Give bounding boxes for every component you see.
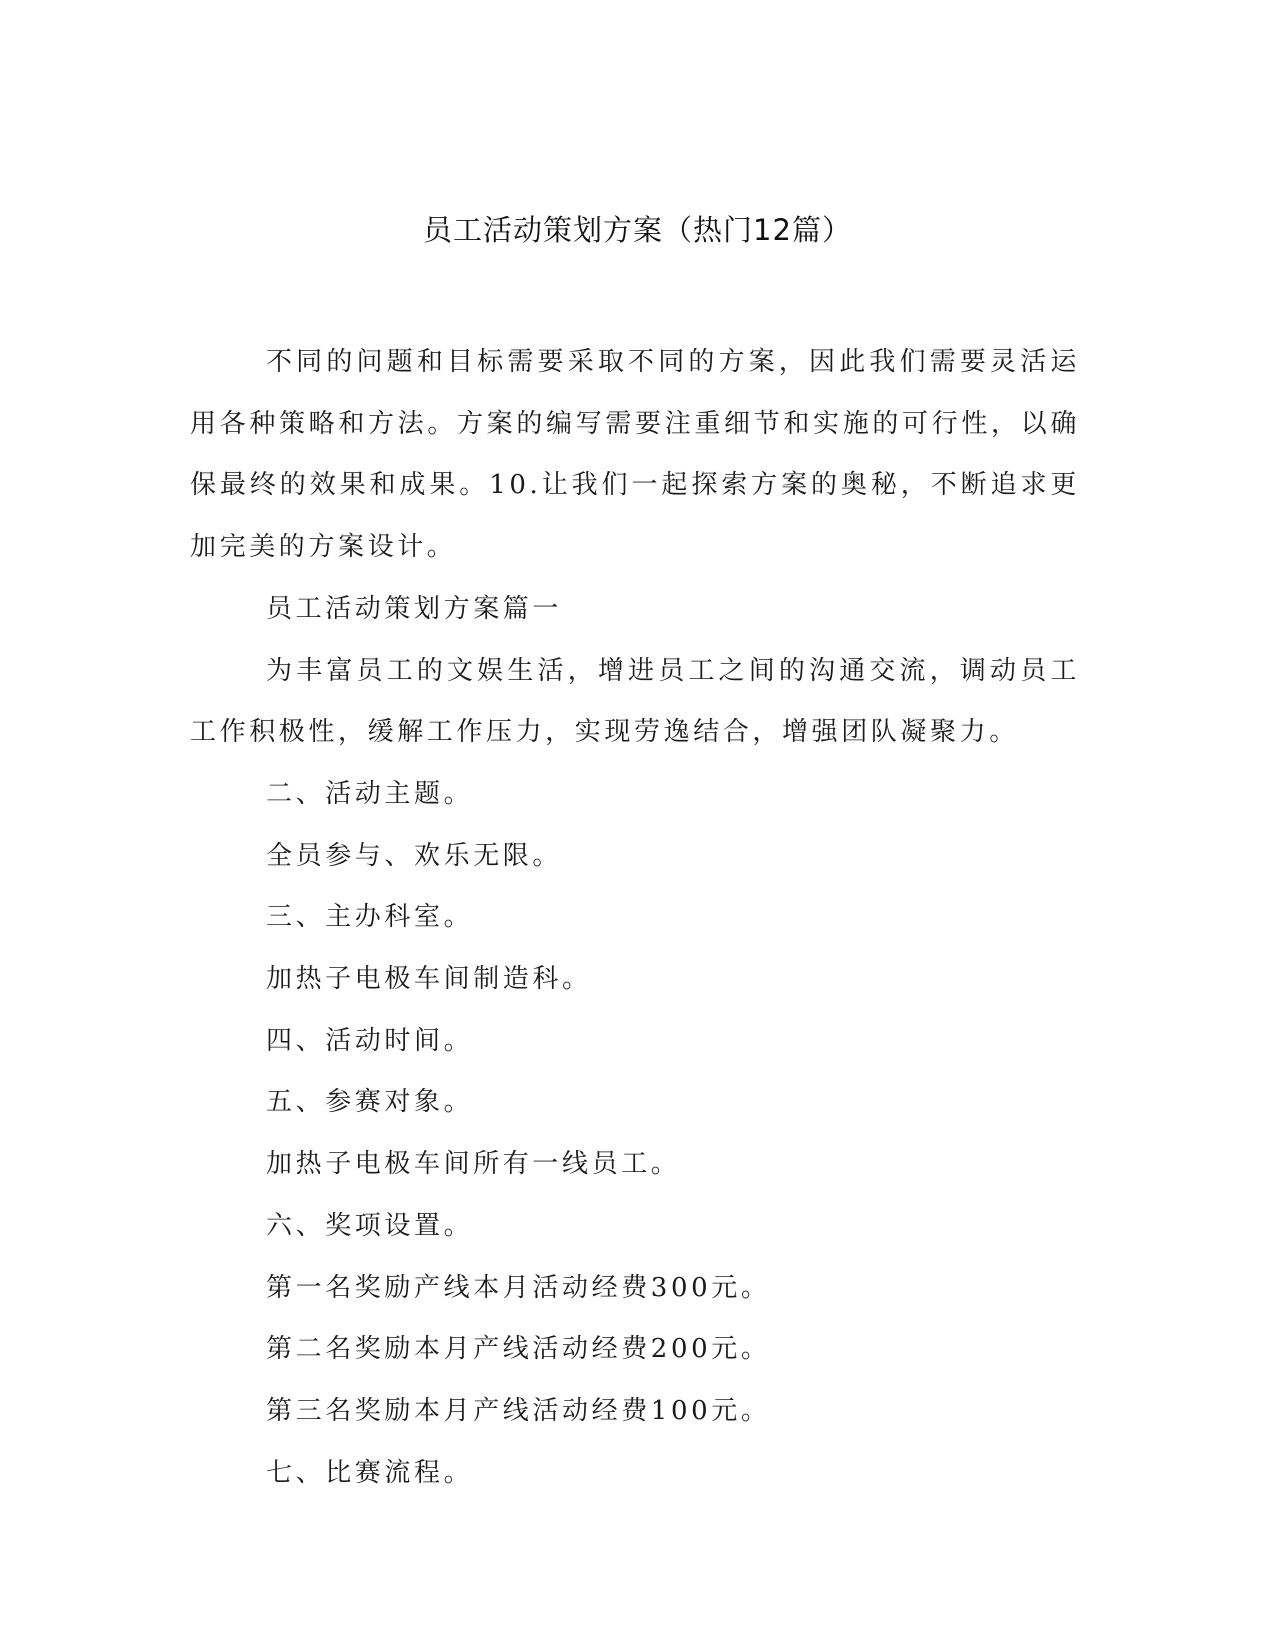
heading-participants: 五、参赛对象。 (266, 1087, 474, 1118)
award-first-place: 第一名奖励产线本月活动经费300元。 (266, 1272, 771, 1303)
heading-organizer: 三、主办科室。 (266, 902, 474, 933)
heading-activity-time: 四、活动时间。 (266, 1025, 474, 1056)
section-heading-part-one: 员工活动策划方案篇一 (266, 593, 563, 624)
document-title: 员工活动策划方案（热门12篇） (423, 213, 852, 247)
heading-activity-theme: 二、活动主题。 (266, 778, 474, 809)
document-body (190, 332, 1080, 1504)
participants-text: 加热子电极车间所有一线员工。 (266, 1149, 681, 1180)
heading-awards: 六、奖项设置。 (266, 1210, 474, 1241)
award-third-place: 第三名奖励本月产线活动经费100元。 (266, 1395, 771, 1426)
heading-competition-process: 七、比赛流程。 (266, 1457, 474, 1488)
organizer-text: 加热子电极车间制造科。 (266, 964, 592, 995)
activity-theme-text: 全员参与、欢乐无限。 (266, 840, 563, 871)
purpose-paragraph: 为丰富员工的文娱生活，增进员工之间的沟通交流，调动员工工作积极性，缓解工作压力，实现劳逸结合，增强团队凝聚力。 (190, 655, 1080, 748)
intro-paragraph: 不同的问题和目标需要采取不同的方案，因此我们需要灵活运用各种策略和方法。方案的编写需要注重细节和实施的可行性，以确保最终的效果和成果。10.让我们一起探索方案的奥秘，不断追求更加完美的方案设计。 (190, 347, 1080, 563)
award-second-place: 第二名奖励本月产线活动经费200元。 (266, 1334, 771, 1365)
